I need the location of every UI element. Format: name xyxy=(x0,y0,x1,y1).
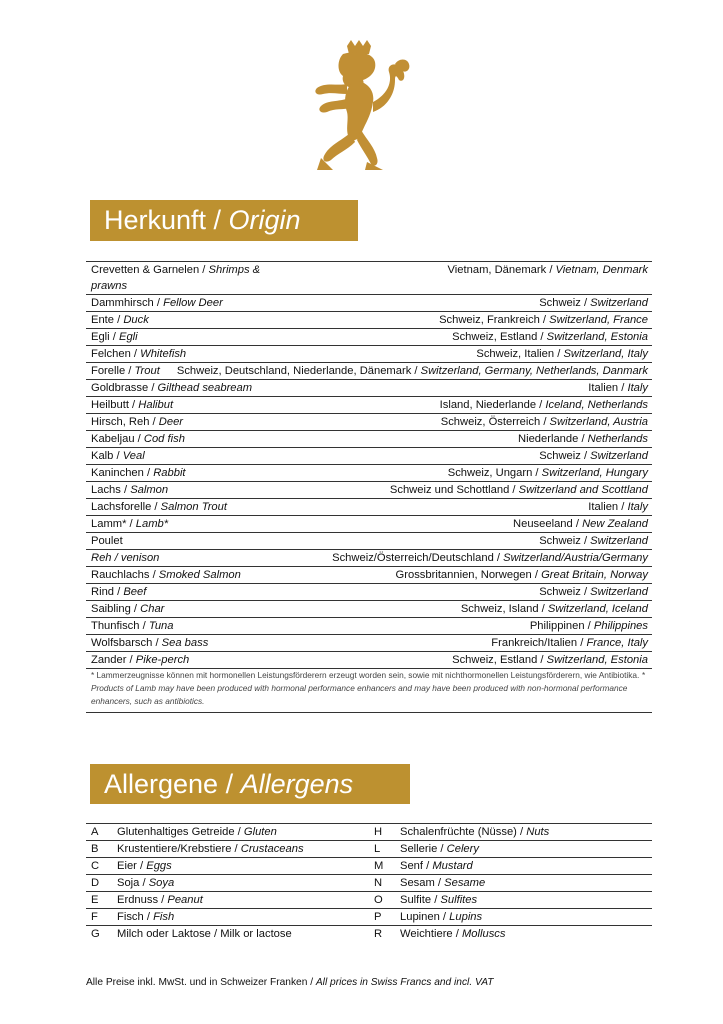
allergens-heading-en: Allergens xyxy=(240,769,354,799)
product-origin-en: Switzerland, Estonia xyxy=(546,331,648,343)
allergen-name xyxy=(117,824,369,840)
product-origin xyxy=(146,584,648,600)
origin-row xyxy=(86,584,652,601)
origin-row xyxy=(86,635,652,652)
product-name-de: Hirsch, Reh / xyxy=(91,416,159,428)
origin-heading xyxy=(90,200,358,241)
product-origin-de: Schweiz / xyxy=(539,297,591,309)
allergen-item xyxy=(86,875,369,891)
lamb-footnote-de: * Lammerzeugnisse können mit hormonellen Leistungsförderern erzeugt worden sein, sowie mit nichthormonellen Leistungsförderern, wie Antibiotika. xyxy=(91,670,642,680)
allergen-name xyxy=(117,858,369,874)
allergen-name-de: Sulfite / xyxy=(400,894,441,906)
product-origin xyxy=(227,499,648,515)
allergen-item xyxy=(369,858,652,874)
product-name xyxy=(91,550,159,566)
product-origin xyxy=(189,652,648,668)
allergen-name xyxy=(400,909,652,925)
origin-row xyxy=(86,567,652,584)
product-origin-en: Great Britain, Norway xyxy=(541,569,648,581)
product-name xyxy=(91,652,189,668)
product-origin-de: Schweiz, Estland / xyxy=(452,331,547,343)
product-name xyxy=(91,533,123,549)
product-name xyxy=(91,635,208,651)
allergen-name-en: Gluten xyxy=(243,826,277,838)
product-origin-de: Vietnam, Dänemark / xyxy=(447,264,556,276)
allergen-code: O xyxy=(374,894,383,906)
allergen-name xyxy=(117,875,369,891)
product-origin-en: Italy xyxy=(627,501,648,513)
product-origin-en: Switzerland, Hungary xyxy=(541,467,648,479)
product-name-de: Kabeljau / xyxy=(91,433,144,445)
product-name-de: Poulet xyxy=(91,535,123,547)
allergen-code: L xyxy=(374,843,381,855)
product-name-de: Kaninchen / xyxy=(91,467,154,479)
product-origin-de: Schweiz, Österreich / xyxy=(440,416,550,428)
origin-row xyxy=(86,516,652,533)
allergen-code: C xyxy=(91,860,100,872)
product-origin-en: Philippines xyxy=(593,620,648,632)
product-origin-en: Switzerland, Iceland xyxy=(547,603,648,615)
product-name-en: Tuna xyxy=(148,620,174,632)
product-origin-de: Niederlande / xyxy=(518,433,588,445)
product-name-de: Ente / xyxy=(91,314,124,326)
price-footer xyxy=(86,977,493,988)
product-name-en: Sea bass xyxy=(161,637,209,649)
allergen-name-en: Mustard xyxy=(432,860,473,872)
product-origin-de: Italien / xyxy=(588,382,628,394)
product-origin-en: Netherlands xyxy=(587,433,648,445)
allergen-item xyxy=(369,841,652,857)
allergen-name xyxy=(400,858,652,874)
allergen-name-de: Eier / xyxy=(117,860,147,872)
allergen-name-de: Glutenhaltiges Getreide / xyxy=(117,826,244,838)
allergen-name xyxy=(117,892,369,908)
allergen-code: H xyxy=(374,826,383,838)
product-name-de: Rauchlachs / xyxy=(91,569,159,581)
allergen-code: G xyxy=(91,928,100,940)
allergen-item xyxy=(86,858,369,874)
allergen-name xyxy=(117,909,369,925)
product-origin-en: Vietnam, Denmark xyxy=(555,264,648,276)
allergen-code: E xyxy=(91,894,99,906)
product-origin-de: Philippinen / xyxy=(529,620,594,632)
product-name-en: Reh / venison xyxy=(91,552,160,564)
product-origin xyxy=(174,618,649,634)
product-name xyxy=(91,567,241,583)
origin-row xyxy=(86,414,652,431)
product-origin-en: France, Italy xyxy=(586,637,648,649)
product-origin xyxy=(149,312,648,328)
product-name xyxy=(91,414,183,430)
product-origin-de: Schweiz und Schottland / xyxy=(389,484,519,496)
allergen-name-en: Sesame xyxy=(444,877,486,889)
allergen-item xyxy=(369,926,652,943)
product-name xyxy=(91,482,168,498)
product-name xyxy=(91,601,164,617)
allergen-name-en: Molluscs xyxy=(461,928,506,940)
footer-text-en: All prices in Swiss Francs and incl. VAT xyxy=(315,977,494,988)
product-name-de: Lachs / xyxy=(91,484,131,496)
allergen-code: R xyxy=(374,928,383,940)
allergen-name xyxy=(117,841,369,857)
product-origin-en: Switzerland xyxy=(590,297,648,309)
allergen-item xyxy=(369,892,652,908)
product-name-de: Wolfsbarsch / xyxy=(91,637,162,649)
product-origin-de: Frankreich/Italien / xyxy=(491,637,587,649)
allergen-item xyxy=(86,926,369,943)
allergen-row xyxy=(86,909,652,926)
allergen-name-en: Crustaceans xyxy=(240,843,304,855)
product-name xyxy=(91,329,138,345)
lamb-footnote xyxy=(86,669,652,713)
origin-row xyxy=(86,652,652,669)
rampant-lion-icon xyxy=(303,40,415,172)
allergen-code: A xyxy=(91,826,99,838)
allergen-code: N xyxy=(374,877,383,889)
origin-row xyxy=(86,499,652,516)
product-origin-en: Switzerland, Germany, Netherlands, Danmark xyxy=(420,365,648,377)
product-origin-de: Schweiz, Italien / xyxy=(476,348,564,360)
product-name-en: Fellow Deer xyxy=(163,297,223,309)
origin-row xyxy=(86,448,652,465)
product-origin xyxy=(138,329,648,345)
allergen-item xyxy=(86,841,369,857)
origin-row xyxy=(86,346,652,363)
product-name-en: Shrimps & prawns xyxy=(91,264,261,292)
product-origin-en: Iceland, Netherlands xyxy=(545,399,648,411)
allergen-name-de: Schalenfrüchte (Nüsse) / xyxy=(400,826,527,838)
allergen-name-en: Soya xyxy=(148,877,175,889)
allergen-item xyxy=(369,824,652,840)
product-name xyxy=(91,380,252,396)
allergen-name-de: Soja / xyxy=(117,877,149,889)
product-name-en: Deer xyxy=(158,416,184,428)
allergen-row xyxy=(86,824,652,841)
allergen-name xyxy=(400,875,652,891)
allergen-item xyxy=(86,909,369,925)
product-name-de: Goldbrasse / xyxy=(91,382,158,394)
product-origin xyxy=(183,414,648,430)
product-name-de: Egli / xyxy=(91,331,119,343)
product-origin xyxy=(241,567,648,583)
product-name-de: Lamm* / xyxy=(91,518,136,530)
product-name xyxy=(91,465,186,481)
product-origin-de: Neuseeland / xyxy=(513,518,583,530)
origin-row xyxy=(86,618,652,635)
allergen-item xyxy=(86,824,369,840)
product-origin-de: Schweiz/Österreich/Deutschland / xyxy=(332,552,504,564)
product-name xyxy=(91,363,160,379)
product-origin-de: Italien / xyxy=(588,501,628,513)
product-name xyxy=(91,431,185,447)
allergen-code: M xyxy=(374,860,384,872)
product-name-de: Heilbutt / xyxy=(91,399,139,411)
product-origin-en: New Zealand xyxy=(582,518,648,530)
allergen-name-de: Weichtiere / xyxy=(400,928,462,940)
product-name xyxy=(91,516,168,532)
product-origin xyxy=(164,601,648,617)
allergen-item xyxy=(369,909,652,925)
product-name-en: Trout xyxy=(134,365,160,377)
allergen-name-en: Lupins xyxy=(449,911,483,923)
product-origin-en: Switzerland, Estonia xyxy=(546,654,648,666)
product-name xyxy=(91,397,173,413)
product-name xyxy=(91,312,149,328)
origin-row xyxy=(86,482,652,499)
product-origin xyxy=(186,465,648,481)
product-origin-en: Switzerland/Austria/Germany xyxy=(503,552,648,564)
allergen-code: P xyxy=(374,911,382,923)
product-origin xyxy=(145,448,648,464)
product-origin-de: Schweiz, Deutschland, Niederlande, Dänemark / xyxy=(176,365,421,377)
origin-row xyxy=(86,533,652,550)
allergens-heading xyxy=(90,764,410,804)
product-origin xyxy=(173,397,648,413)
origin-row xyxy=(86,601,652,618)
allergen-row xyxy=(86,841,652,858)
origin-row xyxy=(86,431,652,448)
product-name-en: Salmon Trout xyxy=(160,501,227,513)
product-name-en: Rabbit xyxy=(153,467,186,479)
product-origin-en: Switzerland, Italy xyxy=(563,348,648,360)
allergen-row xyxy=(86,875,652,892)
product-name-de: Forelle / xyxy=(91,365,135,377)
allergen-row xyxy=(86,858,652,875)
allergen-code: D xyxy=(91,877,100,889)
product-name-en: Salmon xyxy=(130,484,169,496)
product-name-en: Pike-perch xyxy=(135,654,190,666)
product-origin-de: Schweiz / xyxy=(539,450,591,462)
product-name-de: Lachsforelle / xyxy=(91,501,161,513)
allergen-name-de: Milch oder Laktose / Milk or lactose xyxy=(117,928,292,940)
origin-row xyxy=(86,329,652,346)
product-name-de: Thunfisch / xyxy=(91,620,149,632)
product-origin xyxy=(252,380,648,396)
product-origin xyxy=(186,346,648,362)
origin-table xyxy=(86,261,652,713)
allergen-name-en: Fish xyxy=(153,911,175,923)
product-origin-de: Schweiz, Estland / xyxy=(452,654,547,666)
allergen-name xyxy=(400,824,652,840)
allergen-name-de: Sesam / xyxy=(400,877,445,889)
product-name-en: Beef xyxy=(123,586,147,598)
product-name-de: Kalb / xyxy=(91,450,123,462)
product-name xyxy=(91,618,174,634)
origin-row xyxy=(86,295,652,312)
origin-row xyxy=(86,550,652,567)
allergen-name-de: Fisch / xyxy=(117,911,154,923)
product-origin xyxy=(159,550,648,566)
product-origin xyxy=(296,262,648,294)
allergen-name-de: Sellerie / xyxy=(400,843,447,855)
allergen-code: B xyxy=(91,843,99,855)
product-name-de: Crevetten & Garnelen / xyxy=(91,264,209,276)
product-name xyxy=(91,262,296,294)
product-origin-en: Italy xyxy=(627,382,648,394)
product-name-en: Char xyxy=(140,603,165,615)
product-origin xyxy=(223,295,648,311)
allergen-name-en: Eggs xyxy=(146,860,172,872)
product-name-en: Whitefish xyxy=(140,348,187,360)
product-origin xyxy=(168,482,648,498)
product-name xyxy=(91,448,145,464)
allergens-table xyxy=(86,823,652,943)
product-name-de: Zander / xyxy=(91,654,136,666)
product-name-en: Cod fish xyxy=(143,433,185,445)
allergen-name-de: Erdnuss / xyxy=(117,894,168,906)
product-name-de: Felchen / xyxy=(91,348,141,360)
product-origin-en: Switzerland xyxy=(590,586,648,598)
allergen-name-de: Senf / xyxy=(400,860,433,872)
product-origin xyxy=(185,431,648,447)
product-origin-de: Schweiz, Island / xyxy=(460,603,548,615)
origin-heading-de: Herkunft / xyxy=(104,205,229,235)
allergen-name xyxy=(400,841,652,857)
product-origin-de: Schweiz / xyxy=(539,586,591,598)
origin-row xyxy=(86,262,652,295)
product-name xyxy=(91,584,146,600)
product-name-de: Rind / xyxy=(91,586,124,598)
product-origin-de: Schweiz, Frankreich / xyxy=(439,314,550,326)
product-origin-de: Schweiz, Ungarn / xyxy=(447,467,542,479)
origin-row xyxy=(86,380,652,397)
product-origin-en: Switzerland xyxy=(590,450,648,462)
allergen-code: F xyxy=(91,911,98,923)
product-origin xyxy=(208,635,648,651)
product-origin-en: Switzerland and Scottland xyxy=(518,484,648,496)
product-origin xyxy=(160,363,648,379)
allergen-row xyxy=(86,892,652,909)
footer-text-de: Alle Preise inkl. MwSt. und in Schweizer Franken / xyxy=(86,977,316,988)
product-name-de: Saibling / xyxy=(91,603,141,615)
allergen-item xyxy=(86,892,369,908)
product-origin-en: Switzerland, France xyxy=(549,314,648,326)
allergen-row xyxy=(86,926,652,943)
allergens-heading-de: Allergene / xyxy=(104,769,241,799)
product-name xyxy=(91,346,186,362)
product-name xyxy=(91,295,223,311)
product-name-en: Smoked Salmon xyxy=(158,569,241,581)
origin-row xyxy=(86,312,652,329)
product-origin-en: Switzerland, Austria xyxy=(549,416,648,428)
product-name-en: Egli xyxy=(118,331,138,343)
product-name-en: Veal xyxy=(122,450,145,462)
allergen-name-en: Sulfites xyxy=(440,894,478,906)
allergen-name-en: Nuts xyxy=(526,826,550,838)
origin-row xyxy=(86,363,652,380)
allergen-name-de: Lupinen / xyxy=(400,911,450,923)
origin-row xyxy=(86,465,652,482)
allergen-name xyxy=(400,892,652,908)
product-name-en: Duck xyxy=(123,314,149,326)
product-name-en: Gilthead seabream xyxy=(157,382,253,394)
allergen-name xyxy=(400,926,652,943)
product-origin xyxy=(123,533,648,549)
product-name xyxy=(91,499,227,515)
allergen-name-en: Peanut xyxy=(167,894,203,906)
allergen-name xyxy=(117,926,369,943)
origin-heading-en: Origin xyxy=(228,205,301,235)
lamb-footnote-en: * Products of Lamb may have been produced with hormonal performance enhancers and may have been produced with non-hormonal performance enhancers, such as antibiotics. xyxy=(91,670,645,706)
allergen-item xyxy=(369,875,652,891)
product-origin-de: Island, Niederlande / xyxy=(439,399,546,411)
product-origin-de: Grossbritannien, Norwegen / xyxy=(395,569,542,581)
product-name-en: Halibut xyxy=(138,399,174,411)
allergen-name-de: Krustentiere/Krebstiere / xyxy=(117,843,241,855)
product-name-de: Dammhirsch / xyxy=(91,297,164,309)
product-origin xyxy=(168,516,648,532)
product-name-en: Lamb* xyxy=(135,518,169,530)
allergen-name-en: Celery xyxy=(446,843,479,855)
product-origin-en: Switzerland xyxy=(590,535,648,547)
product-origin-de: Schweiz / xyxy=(539,535,591,547)
origin-row xyxy=(86,397,652,414)
